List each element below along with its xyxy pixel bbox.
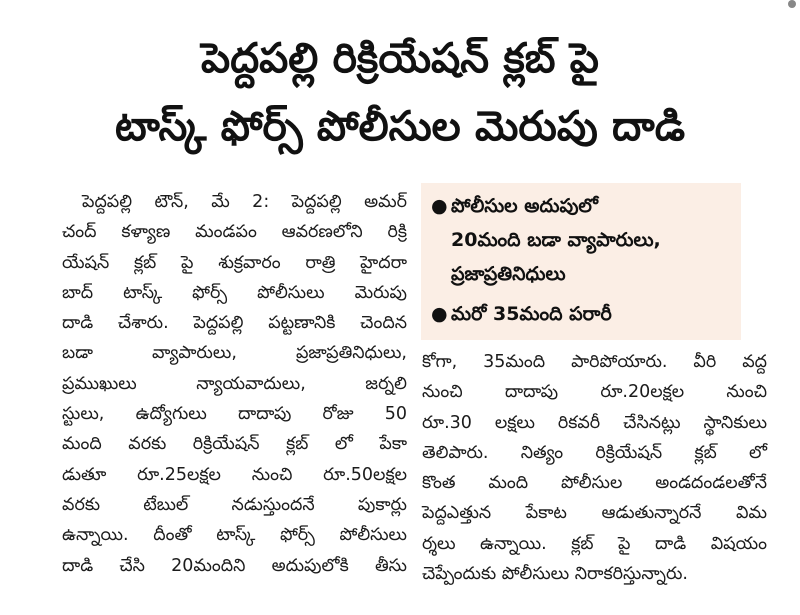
- article-line: కోగా, 35మంది పారిపోయారు. వీరి వద్ద: [422, 352, 767, 372]
- highlight-box: [421, 183, 741, 340]
- article-line: దాడి చేశారు. పెద్దపల్లి పట్టణానికి చెందిన: [62, 313, 407, 334]
- article-line: బడా వ్యాపారులు, ప్రజాప్రతినిధులు,: [62, 343, 407, 364]
- headline-line-1: పెద్దపల్లి రిక్రియేషన్ క్లబ్ పై: [201, 34, 599, 82]
- article-line: రూ.30 లక్షలు రికవరీ చేసినట్లు స్థానికులు: [422, 412, 767, 433]
- highlight-bullet-1: [431, 189, 598, 223]
- article-line: పెద్దపల్లి టౌన్, మే 2: పెద్దపల్లి అమర్: [82, 192, 407, 212]
- article-left-column: [62, 187, 407, 581]
- article-line: వరకు టేబుల్ నడుస్తుందనే పుకార్లు: [62, 494, 407, 515]
- article-line: పెద్దఎత్తున పేకాట ఆడుతున్నారనే విమ: [422, 503, 767, 524]
- bullet-dot-icon: ●: [431, 195, 448, 217]
- article-line: యేషన్ క్లబ్ పై శుక్రవారం రాత్రి హైదరా: [62, 252, 407, 273]
- article-line: చెప్పేందుకు పోలీసులు నిరాకరిస్తున్నారు.: [422, 564, 688, 585]
- article-line: ఉన్నాయి. దీంతో టాస్క్ ఫోర్స్ పోలీసులు: [62, 525, 407, 546]
- article-right-column: [422, 347, 767, 589]
- highlight-bullet-1-line-2: 20మంది బడా వ్యాపారులు,: [451, 229, 661, 251]
- highlight-bullet-1-line-1: పోలీసుల అదుపులో: [451, 195, 598, 217]
- article-line: మంది వరకు రిక్రియేషన్ క్లబ్ లో పేకా: [62, 434, 407, 455]
- article-line: బాద్ టాస్క్ ఫోర్స్ పోలీసులు మెరుపు: [62, 282, 407, 303]
- bullet-dot-icon: ●: [431, 303, 448, 325]
- article-line: కొంత మంది పోలీసుల అండదండలతోనే: [422, 473, 767, 494]
- highlight-bullet-2: [431, 297, 612, 331]
- highlight-bullet-1-line-3: ప్రజాప్రతినిధులు: [451, 263, 566, 285]
- article-line: నుంచి దాదాపు రూ.20లక్షల నుంచి: [422, 382, 767, 403]
- highlight-bullet-2-text: మరో 35మంది పరారీ: [451, 303, 612, 325]
- article-line: దాడి చేసి 20మందిని అదుపులోకి తీసు: [62, 555, 407, 576]
- article-line: ర్శలు ఉన్నాయి. క్లబ్ పై దాడి విషయం: [422, 533, 767, 554]
- article-line: స్టులు, ఉద్యోగులు దాదాపు రోజు 50: [62, 404, 407, 425]
- article-line: డుతూ రూ.25లక్షల నుంచి రూ.50లక్షల: [62, 464, 407, 485]
- article-line: చంద్ కళ్యాణ మండపం ఆవరణలోని రిక్రి: [62, 222, 407, 243]
- page-edge-mark: [788, 0, 796, 8]
- headline-line-2: టాస్క్ ఫోర్స్ పోలీసుల మెరుపు దాడి: [114, 102, 686, 150]
- article-line: ప్రముఖులు న్యాయవాదులు, జర్నలి: [62, 373, 407, 394]
- article-line: తెలిపారు. నిత్యం రిక్రియేషన్ క్లబ్ లో: [422, 442, 767, 463]
